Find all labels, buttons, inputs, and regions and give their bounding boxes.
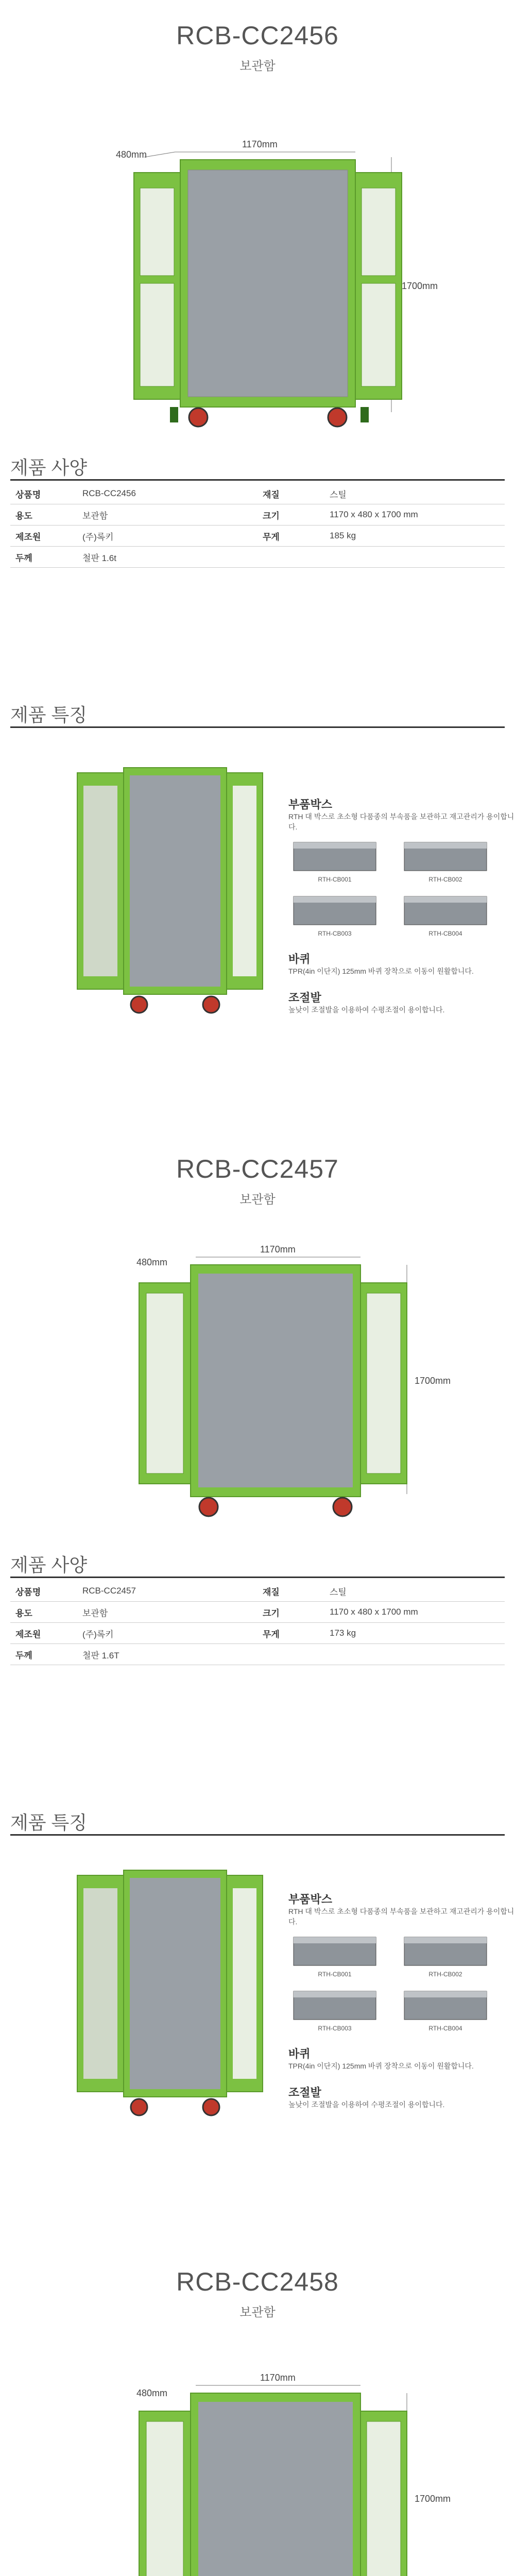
divider [10, 479, 505, 481]
cabinet-hero-image [0, 88, 515, 438]
feature-header: 제품 특징 [10, 704, 88, 725]
divider [10, 1834, 505, 1836]
spec-value: 185 kg [324, 526, 505, 547]
spec-value: 스틸 [324, 1581, 505, 1602]
spec-key: 무게 [258, 526, 324, 547]
cabinet-open-illustration [72, 762, 268, 1020]
table-row [10, 483, 505, 504]
parts-box-desc: RTH 대 박스로 초소형 다품종의 부속품을 보관하고 재고관리가 용이합니다. [288, 812, 514, 831]
adjust-title: 조절발 [288, 991, 321, 1004]
table-row [10, 1623, 505, 1644]
spec-header: 제품 사양 [10, 1554, 88, 1575]
wheel-title: 바퀴 [288, 2047, 311, 2060]
spec-key: 두께 [10, 1644, 77, 1665]
adjust-desc: 높낮이 조절발을 이용하여 수평조절이 용이합니다. [288, 1006, 445, 1014]
height-dimension: 1700mm [415, 1376, 451, 1386]
spec-key: 크기 [258, 504, 324, 526]
spec-value: 1170 x 480 x 1700 mm [324, 1602, 505, 1623]
wheel-desc: TPR(4in 이단지) 125mm 바퀴 장착으로 이동이 원활합니다. [288, 967, 474, 975]
spec-value: 173 kg [324, 1623, 505, 1644]
spec-key: 상품명 [10, 483, 77, 504]
width-dimension: 1170mm [242, 139, 278, 149]
model-subtitle: 보관함 [239, 1193, 276, 1207]
feature-header: 제품 특징 [10, 1812, 88, 1833]
spec-key: 제조원 [10, 1623, 77, 1644]
width-dimension: 1170mm [260, 1244, 296, 1255]
table-row [10, 1602, 505, 1623]
spec-key: 재질 [258, 1581, 324, 1602]
cabinet-open-illustration [72, 1865, 268, 2123]
spec-key: 재질 [258, 483, 324, 504]
box-label: RTH-CB003 [318, 2025, 352, 2032]
spec-value: 1170 x 480 x 1700 mm [324, 504, 505, 526]
table-row [10, 547, 505, 568]
spec-value: (주)록키 [77, 526, 258, 547]
box-label: RTH-CB001 [318, 1971, 352, 1978]
divider [10, 726, 505, 728]
box-label: RTH-CB001 [318, 876, 352, 883]
depth-dimension: 480mm [116, 149, 147, 160]
spec-table [10, 1581, 505, 1665]
spec-header: 제품 사양 [10, 457, 88, 478]
parts-box-desc: RTH 대 박스로 초소형 다품종의 부속품을 보관하고 재고관리가 용이합니다. [288, 1907, 514, 1926]
spec-value: 보관함 [77, 1602, 258, 1623]
box-label: RTH-CB003 [318, 930, 352, 937]
spec-value: 철판 1.6t [77, 547, 258, 568]
table-row [10, 1581, 505, 1602]
spec-value: RCB-CC2456 [77, 483, 258, 504]
spec-key: 무게 [258, 1623, 324, 1644]
depth-dimension: 480mm [136, 1257, 168, 1267]
table-row [10, 526, 505, 547]
model-subtitle: 보관함 [239, 59, 276, 73]
table-row [10, 504, 505, 526]
spec-table [10, 483, 505, 568]
wheel-desc: TPR(4in 이단지) 125mm 바퀴 장착으로 이동이 원활합니다. [288, 2062, 474, 2070]
spec-key: 제조원 [10, 526, 77, 547]
model-title: RCB-CC2456 [176, 21, 339, 50]
cabinet-hero-image [0, 1226, 515, 1535]
box-label: RTH-CB002 [428, 1971, 462, 1978]
adjust-desc: 높낮이 조절발을 이용하여 수평조절이 용이합니다. [288, 2100, 445, 2109]
spec-value: 스틸 [324, 483, 505, 504]
cabinet-hero-image [0, 2339, 515, 2576]
width-dimension: 1170mm [260, 2372, 296, 2383]
table-row [10, 1644, 505, 1665]
parts-box-title: 부품박스 [288, 1893, 333, 1906]
spec-key: 용도 [10, 504, 77, 526]
spec-key: 용도 [10, 1602, 77, 1623]
wheel-title: 바퀴 [288, 953, 311, 965]
cabinet-illustration [0, 2339, 515, 2576]
parts-box-title: 부품박스 [288, 798, 333, 811]
depth-dimension: 480mm [136, 2388, 168, 2398]
height-dimension: 1700mm [415, 2494, 451, 2504]
model-title: RCB-CC2457 [176, 1155, 339, 1183]
spec-key: 상품명 [10, 1581, 77, 1602]
spec-key: 두께 [10, 547, 77, 568]
box-label: RTH-CB004 [428, 930, 462, 937]
box-label: RTH-CB002 [428, 876, 462, 883]
divider [10, 1577, 505, 1578]
adjust-title: 조절발 [288, 2086, 321, 2099]
spec-key: 크기 [258, 1602, 324, 1623]
model-title: RCB-CC2458 [176, 2267, 339, 2296]
box-label: RTH-CB004 [428, 2025, 462, 2032]
spec-value: 철판 1.6T [77, 1644, 258, 1665]
spec-value: RCB-CC2457 [77, 1581, 258, 1602]
model-subtitle: 보관함 [239, 2306, 276, 2319]
spec-value: 보관함 [77, 504, 258, 526]
height-dimension: 1700mm [402, 281, 438, 291]
spec-value: (주)록키 [77, 1623, 258, 1644]
